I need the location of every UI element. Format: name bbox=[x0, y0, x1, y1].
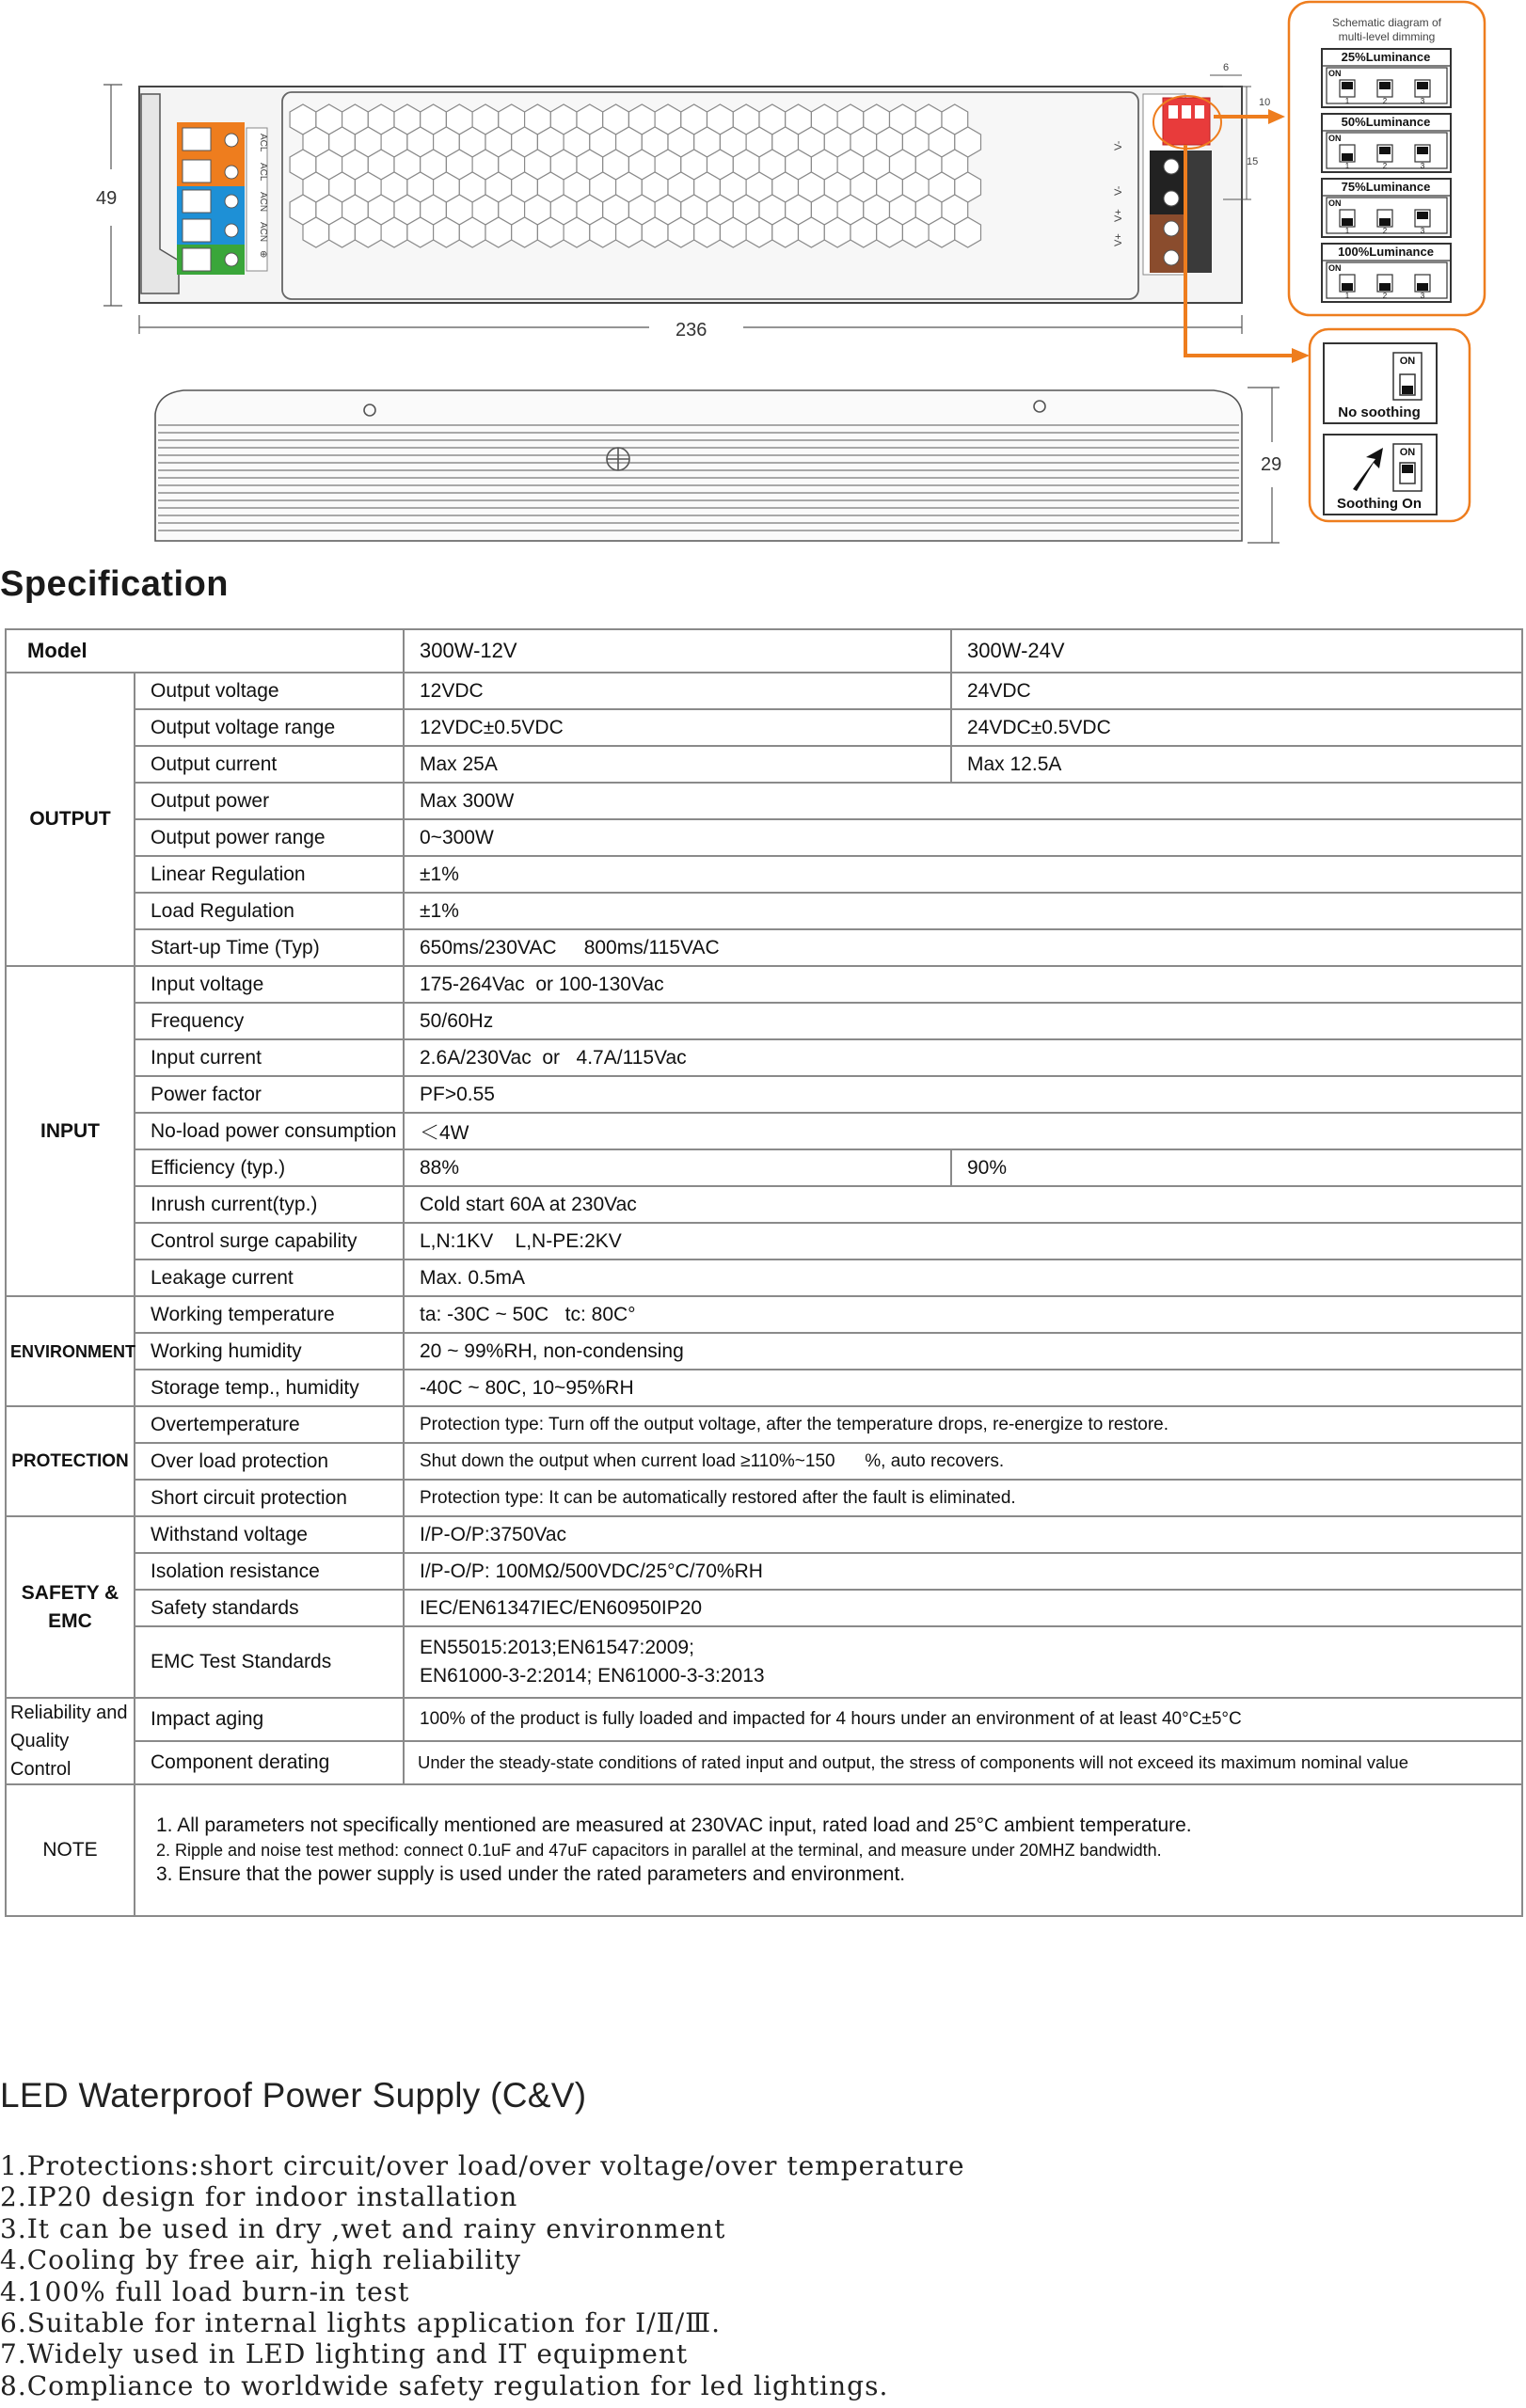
table-row bbox=[6, 1186, 1522, 1223]
model-label: Model bbox=[6, 629, 404, 673]
emc-line-1: EN55015:2013;EN61547:2009; bbox=[420, 1637, 694, 1658]
row-value: Under the steady-state conditions of rated input and output, the stress of components will not exceed its maximum nominal value bbox=[404, 1741, 1522, 1784]
row-label: Safety standards bbox=[135, 1590, 404, 1626]
side-view-housing bbox=[155, 390, 1242, 541]
switch-number: 2 bbox=[1382, 227, 1388, 235]
table-row bbox=[6, 1406, 1522, 1443]
row-label: Leakage current bbox=[135, 1259, 404, 1296]
row-value: 24VDC±0.5VDC bbox=[951, 709, 1522, 746]
row-value: Max 25A bbox=[404, 746, 951, 783]
table-row bbox=[6, 673, 1522, 709]
row-label: Overtemperature bbox=[135, 1406, 404, 1443]
ac-input-terminal-block bbox=[177, 122, 267, 275]
row-value: 90% bbox=[951, 1149, 1522, 1186]
soothing-on-on-label: ON bbox=[1399, 447, 1416, 458]
row-label: Power factor bbox=[135, 1076, 404, 1113]
switch-number: 3 bbox=[1420, 227, 1425, 235]
table-row bbox=[6, 1076, 1522, 1113]
row-value: 88% bbox=[404, 1149, 951, 1186]
row-label: Start-up Time (Typ) bbox=[135, 929, 404, 966]
table-row bbox=[6, 1516, 1522, 1553]
dim-15-label: 15 bbox=[1247, 156, 1259, 167]
switch-number: 1 bbox=[1344, 162, 1350, 170]
terminal-label-earth: ⊕ bbox=[258, 250, 268, 259]
terminal-label-vplus-2: V+ bbox=[1113, 233, 1124, 246]
row-label: Output voltage bbox=[135, 673, 404, 709]
terminal-label-acn-2: ACN bbox=[258, 222, 268, 243]
row-label: No-load power consumption bbox=[135, 1113, 404, 1149]
side-height-dimension-label: 29 bbox=[1261, 454, 1282, 475]
row-value: 50/60Hz bbox=[404, 1003, 1522, 1039]
list-item: 6.Suitable for internal lights application for Ⅰ/Ⅱ/Ⅲ. bbox=[0, 2306, 722, 2338]
row-value: ±1% bbox=[404, 856, 1522, 893]
row-label: Input current bbox=[135, 1039, 404, 1076]
table-row bbox=[6, 629, 1522, 673]
model-24v: 300W-24V bbox=[951, 629, 1522, 673]
dimming-schematic-panel bbox=[1289, 2, 1485, 315]
switch-on-label: ON bbox=[1328, 198, 1342, 208]
model-12v: 300W-12V bbox=[404, 629, 951, 673]
table-row bbox=[6, 1741, 1522, 1784]
group-input: INPUT bbox=[6, 966, 135, 1296]
row-value: 100% of the product is fully loaded and impacted for 4 hours under an environment of at least 40°C±5°C bbox=[404, 1698, 1522, 1741]
dim-10-label: 10 bbox=[1259, 97, 1271, 108]
row-value: I/P-O/P:3750Vac bbox=[404, 1516, 1522, 1553]
table-row bbox=[6, 1296, 1522, 1333]
row-value: 650ms/230VAC 800ms/115VAC bbox=[404, 929, 1522, 966]
row-value: 12VDC±0.5VDC bbox=[404, 709, 951, 746]
terminal-label-acl-1: ACL bbox=[258, 134, 268, 152]
list-item: 7.Widely used in LED lighting and IT equipment bbox=[0, 2338, 689, 2370]
table-row bbox=[6, 1003, 1522, 1039]
switch-number: 2 bbox=[1382, 97, 1388, 105]
no-soothing-label: No soothing bbox=[1338, 404, 1421, 420]
group-safety-emc: SAFETY & EMC bbox=[6, 1516, 135, 1698]
switch-number: 3 bbox=[1420, 162, 1425, 170]
row-label: Component derating bbox=[135, 1741, 404, 1784]
dimming-title-line2: multi-level dimming bbox=[1338, 30, 1436, 43]
row-label: Withstand voltage bbox=[135, 1516, 404, 1553]
note-line: 2. Ripple and noise test method: connect 0.1uF and 47uF capacitors in parallel at the terminal, and measure under 20MHZ bandwidth. bbox=[156, 1841, 1162, 1860]
row-label: Working humidity bbox=[135, 1333, 404, 1370]
features-title: LED Waterproof Power Supply (C&V) bbox=[0, 2076, 587, 2115]
row-value: ±1% bbox=[404, 893, 1522, 929]
switch-number: 1 bbox=[1344, 97, 1350, 105]
note-line: 3. Ensure that the power supply is used under the rated parameters and environment. bbox=[156, 1863, 906, 1885]
row-value: 24VDC bbox=[951, 673, 1522, 709]
row-value: Max 300W bbox=[404, 783, 1522, 819]
row-value: -40C ~ 80C, 10~95%RH bbox=[404, 1370, 1522, 1406]
switch-number: 1 bbox=[1344, 227, 1350, 235]
group-environment: ENVIRONMENT bbox=[6, 1296, 135, 1406]
table-row bbox=[6, 929, 1522, 966]
row-label: Input voltage bbox=[135, 966, 404, 1003]
technical-drawing bbox=[0, 0, 1526, 555]
row-value: Max. 0.5mA bbox=[404, 1259, 1522, 1296]
row-label: Inrush current(typ.) bbox=[135, 1186, 404, 1223]
table-row bbox=[6, 1333, 1522, 1370]
table-row bbox=[6, 893, 1522, 929]
table-row bbox=[6, 856, 1522, 893]
row-value bbox=[404, 1626, 1522, 1698]
spec-title: Specification bbox=[0, 564, 229, 604]
row-value: Shut down the output when current load ≥110%~150 %, auto recovers. bbox=[404, 1443, 1522, 1480]
table-row bbox=[6, 1698, 1522, 1741]
row-value: 12VDC bbox=[404, 673, 951, 709]
table-row bbox=[6, 1223, 1522, 1259]
row-label: Impact aging bbox=[135, 1698, 404, 1741]
row-value: Max 12.5A bbox=[951, 746, 1522, 783]
row-value: L,N:1KV L,N-PE:2KV bbox=[404, 1223, 1522, 1259]
row-label: Linear Regulation bbox=[135, 856, 404, 893]
luminance-label: 50%Luminance bbox=[1341, 115, 1431, 129]
list-item: 8.Compliance to worldwide safety regulation for led lightings. bbox=[0, 2369, 889, 2401]
dc-output-terminal-block bbox=[1150, 150, 1212, 273]
top-view-housing bbox=[139, 87, 1242, 303]
table-row bbox=[6, 746, 1522, 783]
list-item: 1.Protections:short circuit/over load/over voltage/over temperature bbox=[0, 2150, 965, 2181]
row-label: Over load protection bbox=[135, 1443, 404, 1480]
terminal-label-vplus-1: V+ bbox=[1113, 209, 1124, 222]
row-value: I/P-O/P: 100MΩ/500VDC/25°C/70%RH bbox=[404, 1553, 1522, 1590]
notes-cell bbox=[135, 1784, 1522, 1916]
switch-on-label: ON bbox=[1328, 134, 1342, 143]
group-reliability: Reliability and Quality Control bbox=[6, 1698, 135, 1784]
row-label: Load Regulation bbox=[135, 893, 404, 929]
terminal-label-acn-1: ACN bbox=[258, 192, 268, 213]
table-row bbox=[6, 1553, 1522, 1590]
row-label: Working temperature bbox=[135, 1296, 404, 1333]
table-row bbox=[6, 1149, 1522, 1186]
row-value: Protection type: Turn off the output voltage, after the temperature drops, re-energize to restore. bbox=[404, 1406, 1522, 1443]
row-label: Output voltage range bbox=[135, 709, 404, 746]
row-value: ta: -30C ~ 50C tc: 80C° bbox=[404, 1296, 1522, 1333]
group-note: NOTE bbox=[6, 1784, 135, 1916]
switch-number: 1 bbox=[1344, 292, 1350, 300]
table-row bbox=[6, 966, 1522, 1003]
emc-line-2: EN61000-3-2:2014; EN61000-3-3:2013 bbox=[420, 1665, 765, 1687]
row-label: Control surge capability bbox=[135, 1223, 404, 1259]
switch-number: 2 bbox=[1382, 292, 1388, 300]
row-label: Storage temp., humidity bbox=[135, 1370, 404, 1406]
table-row bbox=[6, 1784, 1522, 1916]
switch-number: 2 bbox=[1382, 162, 1388, 170]
list-item: 3.It can be used in dry ,wet and rainy environment bbox=[0, 2212, 726, 2244]
row-value: Cold start 60A at 230Vac bbox=[404, 1186, 1522, 1223]
row-value: 175-264Vac or 100-130Vac bbox=[404, 966, 1522, 1003]
switch-number: 3 bbox=[1420, 292, 1425, 300]
row-value: ＜4W bbox=[404, 1113, 1522, 1149]
note-line: 1. All parameters not specifically mentioned are measured at 230VAC input, rated load and 25°C ambient temperature. bbox=[156, 1814, 1192, 1836]
table-row bbox=[6, 1113, 1522, 1149]
dim-6-label: 6 bbox=[1223, 62, 1230, 73]
table-row bbox=[6, 1480, 1522, 1516]
row-label: Output power range bbox=[135, 819, 404, 856]
dimming-title-line1: Schematic diagram of bbox=[1331, 16, 1442, 29]
group-output: OUTPUT bbox=[6, 673, 135, 966]
vent-hex-pattern bbox=[290, 104, 980, 247]
row-value: Protection type: It can be automatically restored after the fault is eliminated. bbox=[404, 1480, 1522, 1516]
row-label: Frequency bbox=[135, 1003, 404, 1039]
row-value: 2.6A/230Vac or 4.7A/115Vac bbox=[404, 1039, 1522, 1076]
width-dimension-label: 236 bbox=[676, 320, 707, 341]
table-row bbox=[6, 819, 1522, 856]
switch-on-label: ON bbox=[1328, 69, 1342, 78]
soothing-on-label: Soothing On bbox=[1337, 496, 1422, 512]
table-row bbox=[6, 1443, 1522, 1480]
row-value: IEC/EN61347IEC/EN60950IP20 bbox=[404, 1590, 1522, 1626]
table-row bbox=[6, 1259, 1522, 1296]
table-row bbox=[6, 1626, 1522, 1698]
luminance-label: 25%Luminance bbox=[1341, 50, 1431, 64]
row-label: Output current bbox=[135, 746, 404, 783]
terminal-label-acl-2: ACL bbox=[258, 163, 268, 182]
luminance-label: 75%Luminance bbox=[1341, 180, 1431, 194]
soothing-panel bbox=[1310, 329, 1470, 521]
terminal-label-vminus-2: V- bbox=[1113, 185, 1124, 196]
list-item: 4.Cooling by free air, high reliability bbox=[0, 2244, 522, 2276]
row-value: 0~300W bbox=[404, 819, 1522, 856]
list-item: 2.IP20 design for indoor installation bbox=[0, 2181, 518, 2213]
table-row bbox=[6, 709, 1522, 746]
row-label: Efficiency (typ.) bbox=[135, 1149, 404, 1186]
features-list bbox=[0, 2150, 965, 2401]
spec-table bbox=[5, 628, 1523, 1917]
height-dimension-label: 49 bbox=[96, 188, 118, 209]
table-row bbox=[6, 1590, 1522, 1626]
row-value: 20 ~ 99%RH, non-condensing bbox=[404, 1333, 1522, 1370]
row-label: Short circuit protection bbox=[135, 1480, 404, 1516]
switch-number: 3 bbox=[1420, 97, 1425, 105]
row-value: PF>0.55 bbox=[404, 1076, 1522, 1113]
no-soothing-on-label: ON bbox=[1399, 356, 1416, 367]
row-label: Isolation resistance bbox=[135, 1553, 404, 1590]
terminal-label-vminus-1: V- bbox=[1113, 140, 1124, 150]
switch-on-label: ON bbox=[1328, 263, 1342, 273]
group-protection: PROTECTION bbox=[6, 1406, 135, 1516]
list-item: 4.100% full load burn-in test bbox=[0, 2275, 410, 2307]
table-row bbox=[6, 1370, 1522, 1406]
table-row bbox=[6, 783, 1522, 819]
luminance-label: 100%Luminance bbox=[1338, 245, 1434, 259]
row-label: Output power bbox=[135, 783, 404, 819]
row-label: EMC Test Standards bbox=[135, 1626, 404, 1698]
table-row bbox=[6, 1039, 1522, 1076]
